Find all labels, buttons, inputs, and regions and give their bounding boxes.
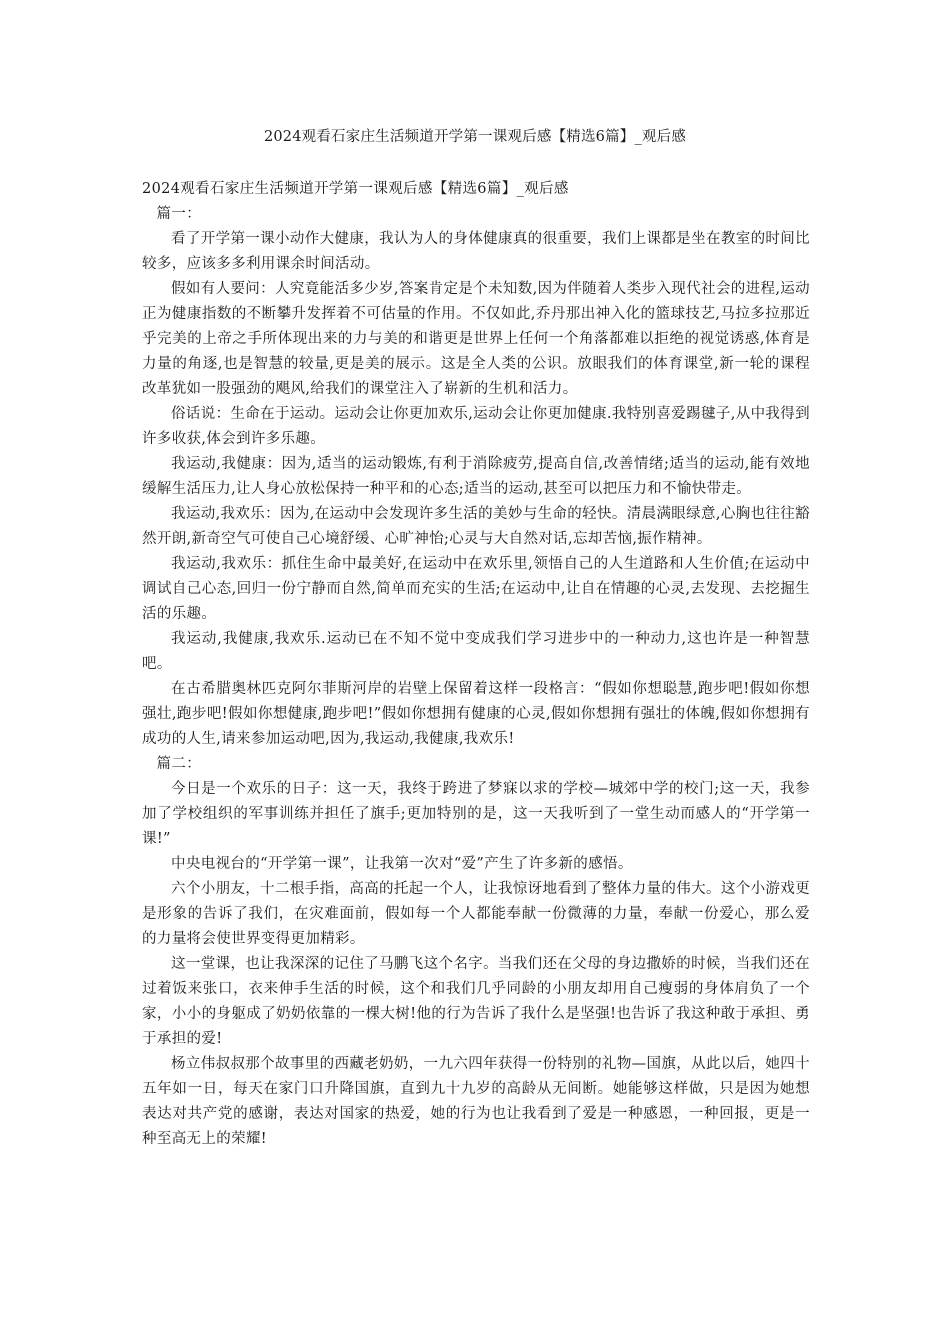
document-title: 2024观看石家庄生活频道开学第一课观后感【精选6篇】_观后感	[263, 129, 687, 145]
document-subtitle: 2024观看石家庄生活频道开学第一课观后感【精选6篇】_观后感	[142, 181, 569, 197]
paragraph: 俗话说：生命在于运动。运动会让你更加欢乐,运动会让你更加健康.我特别喜爱踢毽子,从中我得到许多收获,体会到许多乐趣。	[142, 406, 810, 447]
paragraph: 这一堂课，也让我深深的记住了马鹏飞这个名字。当我们还在父母的身边撒娇的时候，当我们还在过着饭来张口，衣来伸手生活的时候，这个和我们几乎同龄的小朋友却用自己瘦弱的身体肩负了一个家，小小的身躯成了奶奶依靠的一棵大树!他的行为告诉了我什么是坚强!也告诉了我这种敢于承担、勇于承担的爱!	[142, 956, 810, 1047]
document-body	[142, 177, 810, 1152]
paragraph: 今日是一个欢乐的日子：这一天，我终于跨进了梦寐以求的学校—城郊中学的校门;这一天，我参加了学校组织的军事训练并担任了旗手;更加特别的是，这一天我听到了一堂生动而感人的“开学第一课!”	[142, 781, 810, 847]
paragraph: 我运动,我健康：因为,适当的运动锻炼,有利于消除疲劳,提高自信,改善情绪;适当的运动,能有效地缓解生活压力,让人身心放松保持一种平和的心态;适当的运动,甚至可以把压力和不愉快带走。	[142, 456, 810, 497]
paragraph: 在古希腊奥林匹克阿尔菲斯河岸的岩壁上保留着这样一段格言：“假如你想聪慧,跑步吧!假如你想强壮,跑步吧!假如你想健康,跑步吧!”假如你想拥有健康的心灵,假如你想拥有强壮的体魄,假如你想拥有成功的人生,请来参加运动吧,因为,我运动,我健康,我欢乐!	[142, 681, 810, 747]
paragraph: 我运动,我欢乐：因为,在运动中会发现许多生活的美妙与生命的轻快。清晨满眼绿意,心胸也往往豁然开朗,新奇空气可使自己心境舒缓、心旷神怡;心灵与大自然对话,忘却苦恼,振作精神。	[142, 506, 810, 547]
paragraph: 六个小朋友，十二根手指，高高的托起一个人，让我惊讶地看到了整体力量的伟大。这个小游戏更是形象的告诉了我们，在灾难面前，假如每一个人都能奉献一份微薄的力量，奉献一份爱心，那么爱的力量将会使世界变得更加精彩。	[142, 881, 810, 947]
section-heading-2: 篇二：	[156, 756, 202, 772]
section-heading-1: 篇一：	[156, 206, 202, 222]
paragraph: 假如有人要问：人究竟能活多少岁,答案肯定是个未知数,因为伴随着人类步入现代社会的进程,运动正为健康指数的不断攀升发挥着不可估量的作用。不仅如此,乔丹那出神入化的篮球技艺,马拉多拉那近乎完美的上帝之手所体现出来的力与美的和谐更是世界上任何一个角落都难以拒绝的视觉诱惑,体育是力量的角逐,也是智慧的较量,更是美的展示。这是全人类的公识。放眼我们的体育课堂,新一轮的课程改革犹如一股强劲的飓风,给我们的课堂注入了崭新的生机和活力。	[142, 281, 810, 397]
paragraph: 中央电视台的“开学第一课”，让我第一次对“爱”产生了许多新的感悟。	[171, 856, 633, 872]
paragraph: 看了开学第一课小动作大健康，我认为人的身体健康真的很重要，我们上课都是坐在教室的时间比较多，应该多多利用课余时间活动。	[142, 231, 810, 272]
paragraph: 杨立伟叔叔那个故事里的西藏老奶奶，一九六四年获得一份特别的礼物—国旗，从此以后，她四十五年如一日，每天在家门口升降国旗，直到九十九岁的高龄从无间断。她能够这样做，只是因为她想表达对共产党的感谢，表达对国家的热爱，她的行为也让我看到了爱是一种感恩，一种回报，更是一种至高无上的荣耀!	[142, 1056, 810, 1147]
paragraph: 我运动,我欢乐：抓住生命中最美好,在运动中在欢乐里,领悟自己的人生道路和人生价值;在运动中调试自己心态,回归一份宁静而自然,简单而充实的生活;在运动中,让自在情趣的心灵,去发现、去挖掘生活的乐趣。	[142, 556, 810, 622]
paragraph: 我运动,我健康,我欢乐.运动已在不知不觉中变成我们学习进步中的一种动力,这也许是一种智慧吧。	[142, 631, 810, 672]
